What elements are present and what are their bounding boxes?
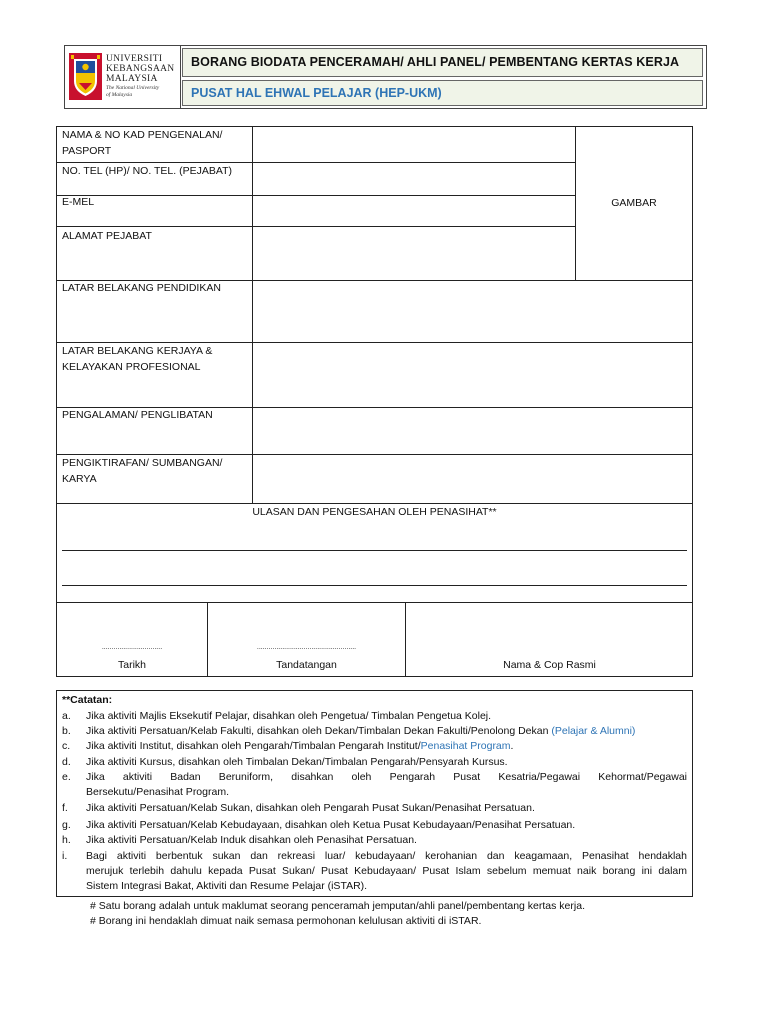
photo-label: GAMBAR (611, 197, 657, 209)
logo-tagline-2: of Malaysia (106, 91, 133, 98)
stamp-label: Nama & Cop Rasmi (503, 659, 596, 671)
phone-field[interactable] (253, 163, 574, 195)
form-subtitle: PUSAT HAL EHWAL PELAJAR (HEP-UKM) (182, 80, 703, 106)
label-experience: PENGALAMAN/ PENGLIBATAN (62, 409, 213, 421)
note-letter: i. (62, 850, 68, 862)
note-letter: a. (62, 710, 71, 722)
note-item-h (62, 833, 687, 848)
advisor-comment-line-1[interactable] (62, 550, 687, 551)
recognition-field[interactable] (253, 455, 692, 503)
label-name-ic (62, 127, 222, 159)
note-letter: b. (62, 725, 71, 737)
logo-line-3: MALAYSIA (106, 74, 158, 84)
office-address-field[interactable] (253, 227, 574, 280)
row-divider-9 (56, 602, 693, 603)
label-email: E-MEL (62, 196, 95, 208)
note-letter: c. (62, 740, 71, 752)
label-recognition-line2: KARYA (62, 473, 97, 485)
note-text: Bagi aktiviti berbentuk sukan dan rekreasi luar/ kebudayaan/ kerohanian dan keagamaan, Penasihat hendaklah (86, 850, 687, 862)
note-text-line2: Bersekutu/Penasihat Program. (86, 786, 229, 799)
advisor-comment-line-2[interactable] (62, 585, 687, 586)
footnote-2: # Borang ini hendaklah dimuat naik semasa permohonan kelulusan aktiviti di iSTAR. (90, 915, 482, 927)
note-text: Jika aktiviti Badan Beruniform, disahkan oleh Pengarah Pusat Kesatria/Pegawai Kehormat/Pegawai (86, 771, 687, 783)
label-name-ic-line1: NAMA & NO KAD PENGENALAN/ (62, 129, 223, 141)
note-letter: g. (62, 819, 71, 831)
note-text: Jika aktiviti Majlis Eksekutif Pelajar, disahkan oleh Pengetua/ Timbalan Pengetua Kolej. (86, 710, 492, 722)
date-dots[interactable]: ............................... (101, 644, 163, 651)
signature-label: Tandatangan (276, 659, 337, 671)
notes-heading: **Catatan: (62, 694, 113, 706)
note-item-d (62, 755, 687, 770)
label-phone: NO. TEL (HP)/ NO. TEL. (PEJABAT) (62, 165, 232, 177)
note-text: Jika aktiviti Kursus, disahkan oleh Timbalan Dekan/Timbalan Pengarah/Pensyarah Kursus. (86, 756, 508, 768)
note-item-f (62, 801, 687, 816)
label-education: LATAR BELAKANG PENDIDIKAN (62, 282, 221, 294)
note-item-i (62, 849, 687, 895)
logo-cell (64, 45, 181, 109)
note-letter: d. (62, 756, 71, 768)
label-recognition-line1: PENGIKTIRAFAN/ SUMBANGAN/ (62, 457, 223, 469)
label-career (62, 343, 212, 375)
note-text: Jika aktiviti Institut, disahkan oleh Pengarah/Timbalan Pengarah Institut/ (86, 740, 421, 752)
note-letter: h. (62, 834, 71, 846)
note-text: Jika aktiviti Persatuan/Kelab Kebudayaan, disahkan oleh Ketua Pusat Kebudayaan/Penasihat Persatuan. (86, 819, 576, 831)
note-highlight: (Pelajar & Alumni) (551, 725, 636, 737)
experience-field[interactable] (253, 408, 692, 454)
form-title: BORANG BIODATA PENCERAMAH/ AHLI PANEL/ PEMBENTANG KERTAS KERJA (182, 48, 703, 77)
label-office-address: ALAMAT PEJABAT (62, 230, 152, 242)
logo-line-1: UNIVERSITI (106, 54, 163, 64)
note-letter: f. (62, 802, 68, 814)
note-item-a (62, 709, 687, 724)
footnote-1: # Satu borang adalah untuk maklumat seorang penceramah jemputan/ahli panel/pembentang kertas kerja. (90, 900, 585, 912)
career-field[interactable] (253, 343, 692, 407)
email-field[interactable] (253, 196, 574, 226)
name-ic-field[interactable] (253, 127, 574, 162)
signature-dots[interactable]: ................................................... (256, 644, 357, 651)
education-field[interactable] (253, 281, 692, 342)
note-text: Jika aktiviti Persatuan/Kelab Fakulti, disahkan oleh Dekan/Timbalan Dekan Fakulti/Penolong Dekan (86, 725, 552, 737)
note-item-c (62, 739, 687, 754)
label-name-ic-line2: PASPORT (62, 145, 112, 157)
note-text: Jika aktiviti Persatuan/Kelab Sukan, disahkan oleh Pengarah Pusat Sukan/Penasihat Persatuan. (86, 802, 535, 814)
label-recognition (62, 455, 222, 487)
advisor-section-title: ULASAN DAN PENGESAHAN OLEH PENASIHAT** (252, 506, 497, 518)
note-item-e (62, 770, 687, 800)
note-item-g (62, 818, 687, 833)
note-text: Jika aktiviti Persatuan/Kelab Induk disahkan oleh Penasihat Persatuan. (86, 834, 417, 846)
label-career-line2: KELAYAKAN PROFESIONAL (62, 361, 201, 373)
date-label: Tarikh (117, 659, 146, 671)
note-highlight: Penasihat Program (420, 740, 511, 752)
logo-tagline-1: The National University (106, 85, 160, 91)
note-text-after: . (510, 740, 514, 752)
label-career-line1: LATAR BELAKANG KERJAYA & (62, 345, 213, 357)
logo-line-2: KEBANGSAAN (106, 64, 175, 74)
note-text-line2: merujuk terlebih dahulu kepada Pusat Sukan/ Pusat Kebudayaan/ Pusat Islam sebelum memuat naik borang ini dalam (86, 865, 687, 878)
logo-tagline (106, 85, 159, 98)
note-item-b (62, 724, 687, 739)
note-letter: e. (62, 771, 71, 783)
note-text-line3: Sistem Integrasi Bakat, Aktiviti dan Resume Pelajar (iSTAR). (86, 880, 368, 893)
logo-university-name (106, 54, 174, 84)
